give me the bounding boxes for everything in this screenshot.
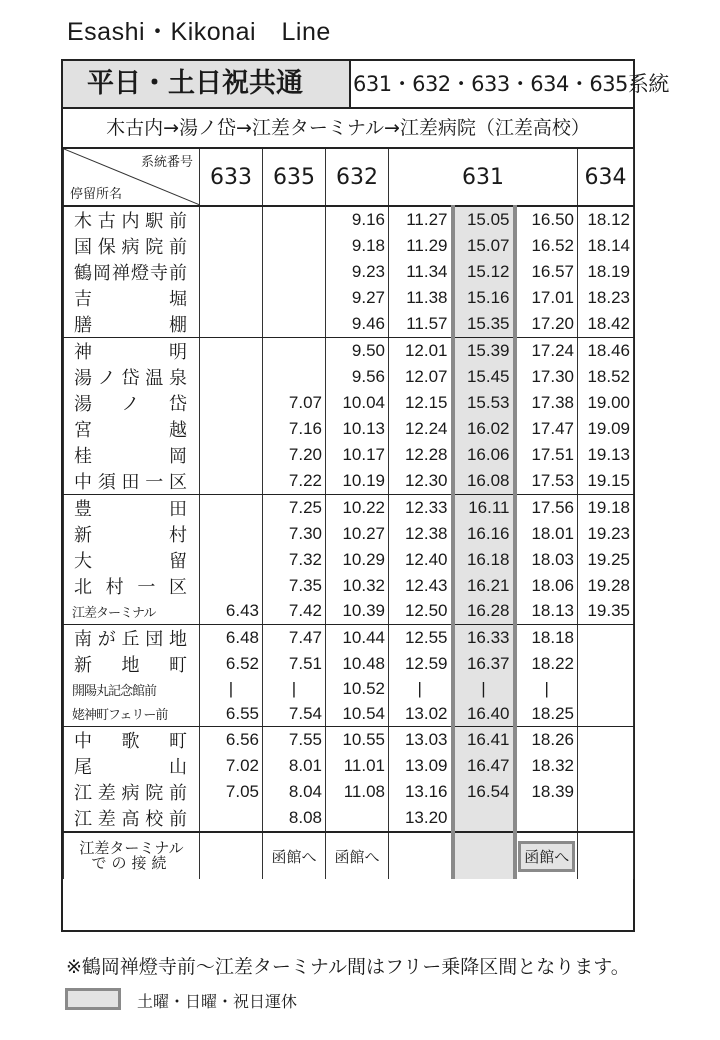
table-row bbox=[64, 677, 634, 702]
departure-time: 13.20 bbox=[389, 805, 453, 832]
route-header-633: 633 bbox=[200, 149, 263, 206]
departure-time: 19.23 bbox=[578, 521, 634, 547]
departure-time bbox=[263, 338, 326, 365]
stop-name: 桂岡 bbox=[64, 442, 200, 468]
departure-time: 16.54 bbox=[453, 779, 515, 805]
departure-time: 15.12 bbox=[453, 259, 515, 285]
departure-time: 17.38 bbox=[515, 390, 578, 416]
departure-time bbox=[453, 805, 515, 832]
departure-time: 16.41 bbox=[453, 727, 515, 754]
departure-time bbox=[200, 805, 263, 832]
departure-time: 12.55 bbox=[389, 624, 453, 651]
stop-name: 新地町 bbox=[64, 651, 200, 677]
departure-time bbox=[200, 521, 263, 547]
stop-name: 江差ターミナル bbox=[64, 599, 200, 624]
departure-time bbox=[200, 547, 263, 573]
departure-time: 19.15 bbox=[578, 468, 634, 495]
departure-time bbox=[200, 206, 263, 233]
departure-time: 18.12 bbox=[578, 206, 634, 233]
route-header-632: 632 bbox=[326, 149, 389, 206]
departure-time: 10.52 bbox=[326, 677, 389, 702]
corner-header bbox=[64, 149, 200, 206]
departure-time: 18.19 bbox=[578, 259, 634, 285]
departure-time bbox=[578, 624, 634, 651]
table-row bbox=[64, 416, 634, 442]
departure-time: 11.08 bbox=[326, 779, 389, 805]
departure-time: 10.48 bbox=[326, 651, 389, 677]
departure-time bbox=[200, 259, 263, 285]
departure-time: 7.54 bbox=[263, 701, 326, 726]
departure-time: 16.28 bbox=[453, 599, 515, 624]
stop-name: 木古内駅前 bbox=[64, 206, 200, 233]
departure-time: 12.40 bbox=[389, 547, 453, 573]
departure-time: 8.08 bbox=[263, 805, 326, 832]
departure-time bbox=[515, 805, 578, 832]
departure-time: 12.50 bbox=[389, 599, 453, 624]
departure-time: 12.28 bbox=[389, 442, 453, 468]
departure-time bbox=[263, 311, 326, 338]
departure-time: 12.59 bbox=[389, 651, 453, 677]
departure-time bbox=[578, 753, 634, 779]
departure-time bbox=[263, 233, 326, 259]
departure-time: 18.26 bbox=[515, 727, 578, 754]
connection-label bbox=[64, 832, 200, 879]
departure-time: 7.25 bbox=[263, 495, 326, 522]
departure-time bbox=[578, 651, 634, 677]
departure-time: 10.32 bbox=[326, 573, 389, 599]
departure-time: 13.02 bbox=[389, 701, 453, 726]
departure-time bbox=[200, 468, 263, 495]
departure-time: 7.47 bbox=[263, 624, 326, 651]
stop-name: 鶴岡禅燈寺前 bbox=[64, 259, 200, 285]
connection-label-line2: での接続 bbox=[91, 854, 172, 873]
departure-time bbox=[578, 727, 634, 754]
table-row bbox=[64, 547, 634, 573]
departure-time: 16.16 bbox=[453, 521, 515, 547]
departure-time: 16.06 bbox=[453, 442, 515, 468]
departure-time: 17.20 bbox=[515, 311, 578, 338]
departure-time bbox=[200, 442, 263, 468]
departure-time: 16.08 bbox=[453, 468, 515, 495]
departure-time: 7.42 bbox=[263, 599, 326, 624]
departure-time: 11.34 bbox=[389, 259, 453, 285]
table-row bbox=[64, 651, 634, 677]
connection-cell bbox=[578, 832, 634, 879]
departure-time: 19.13 bbox=[578, 442, 634, 468]
departure-time bbox=[263, 285, 326, 311]
departure-time: 19.28 bbox=[578, 573, 634, 599]
table-row bbox=[64, 701, 634, 726]
departure-time: 16.11 bbox=[453, 495, 515, 522]
table-row bbox=[64, 599, 634, 624]
table-row bbox=[64, 779, 634, 805]
departure-time: 18.22 bbox=[515, 651, 578, 677]
connection-text: 函館へ bbox=[518, 841, 575, 872]
departure-time: 9.56 bbox=[326, 364, 389, 390]
free-boarding-note: ※鶴岡禅燈寺前〜江差ターミナル間はフリー乗降区間となります。 bbox=[66, 956, 630, 978]
stop-name: 中須田一区 bbox=[64, 468, 200, 495]
departure-time: 15.45 bbox=[453, 364, 515, 390]
departure-time: 7.51 bbox=[263, 651, 326, 677]
departure-time: 16.57 bbox=[515, 259, 578, 285]
table-row bbox=[64, 495, 634, 522]
departure-time: 19.35 bbox=[578, 599, 634, 624]
departure-time: 16.02 bbox=[453, 416, 515, 442]
departure-time: 16.40 bbox=[453, 701, 515, 726]
departure-time bbox=[200, 573, 263, 599]
table-row bbox=[64, 624, 634, 651]
departure-time bbox=[200, 338, 263, 365]
stop-name: 姥神町フェリー前 bbox=[64, 701, 200, 726]
legend-label: 土曜・日曜・祝日運休 bbox=[137, 992, 298, 1011]
departure-time: 10.54 bbox=[326, 701, 389, 726]
departure-time: 7.16 bbox=[263, 416, 326, 442]
departure-time: 18.14 bbox=[578, 233, 634, 259]
departure-time bbox=[200, 364, 263, 390]
departure-time: 17.24 bbox=[515, 338, 578, 365]
timetable-header bbox=[63, 61, 669, 109]
departure-time: 18.52 bbox=[578, 364, 634, 390]
departure-time: 17.47 bbox=[515, 416, 578, 442]
departure-time: 19.18 bbox=[578, 495, 634, 522]
table-row bbox=[64, 259, 634, 285]
stop-name: 北村一区 bbox=[64, 573, 200, 599]
departure-time: 9.16 bbox=[326, 206, 389, 233]
stop-name: 湯ノ岱 bbox=[64, 390, 200, 416]
departure-time: 15.53 bbox=[453, 390, 515, 416]
departure-time: 7.20 bbox=[263, 442, 326, 468]
departure-time: 19.25 bbox=[578, 547, 634, 573]
table-row bbox=[64, 390, 634, 416]
departure-time: 15.16 bbox=[453, 285, 515, 311]
departure-time: 10.19 bbox=[326, 468, 389, 495]
table-row bbox=[64, 727, 634, 754]
departure-time bbox=[578, 805, 634, 832]
connection-cell bbox=[515, 832, 578, 879]
connection-cell bbox=[453, 832, 515, 879]
departure-time bbox=[326, 805, 389, 832]
connection-cell bbox=[263, 832, 326, 879]
departure-time: 7.05 bbox=[200, 779, 263, 805]
departure-time: | bbox=[389, 677, 453, 702]
departure-time: 15.05 bbox=[453, 206, 515, 233]
departure-time: 9.23 bbox=[326, 259, 389, 285]
departure-time: 7.32 bbox=[263, 547, 326, 573]
departure-time bbox=[200, 311, 263, 338]
departure-time: 15.07 bbox=[453, 233, 515, 259]
stop-name: 宮越 bbox=[64, 416, 200, 442]
departure-time: 11.57 bbox=[389, 311, 453, 338]
departure-time bbox=[200, 495, 263, 522]
connection-text: 函館へ bbox=[334, 847, 380, 866]
connection-row bbox=[64, 832, 634, 879]
table-row bbox=[64, 805, 634, 832]
departure-time: 16.37 bbox=[453, 651, 515, 677]
departure-time: 17.56 bbox=[515, 495, 578, 522]
table-row bbox=[64, 468, 634, 495]
stop-name: 膳棚 bbox=[64, 311, 200, 338]
departure-time: 9.46 bbox=[326, 311, 389, 338]
departure-time bbox=[200, 416, 263, 442]
departure-time: 12.38 bbox=[389, 521, 453, 547]
departure-time: 12.01 bbox=[389, 338, 453, 365]
departure-time: 18.03 bbox=[515, 547, 578, 573]
departure-time: 18.25 bbox=[515, 701, 578, 726]
departure-time bbox=[578, 677, 634, 702]
departure-time: 18.18 bbox=[515, 624, 578, 651]
service-days-label: 平日・土日祝共通 bbox=[63, 61, 351, 107]
table-row bbox=[64, 521, 634, 547]
departure-time: 11.38 bbox=[389, 285, 453, 311]
route-header-635: 635 bbox=[263, 149, 326, 206]
connection-cell bbox=[200, 832, 263, 879]
departure-time: 6.43 bbox=[200, 599, 263, 624]
table-row bbox=[64, 285, 634, 311]
departure-time: 12.15 bbox=[389, 390, 453, 416]
stop-name: 大留 bbox=[64, 547, 200, 573]
stop-name: 中歌町 bbox=[64, 727, 200, 754]
stop-name: 江差高校前 bbox=[64, 805, 200, 832]
departure-time: 18.42 bbox=[578, 311, 634, 338]
departure-time: 7.30 bbox=[263, 521, 326, 547]
departure-time: 10.27 bbox=[326, 521, 389, 547]
departure-time bbox=[263, 364, 326, 390]
departure-time: 11.27 bbox=[389, 206, 453, 233]
departure-time: 19.00 bbox=[578, 390, 634, 416]
table-row bbox=[64, 311, 634, 338]
departure-time: 16.21 bbox=[453, 573, 515, 599]
table-row bbox=[64, 206, 634, 233]
table-row bbox=[64, 338, 634, 365]
departure-time: 17.30 bbox=[515, 364, 578, 390]
table-row bbox=[64, 753, 634, 779]
departure-time bbox=[578, 701, 634, 726]
departure-time: 10.04 bbox=[326, 390, 389, 416]
departure-time: 12.33 bbox=[389, 495, 453, 522]
departure-time: 9.50 bbox=[326, 338, 389, 365]
departure-time: 6.52 bbox=[200, 651, 263, 677]
departure-time bbox=[200, 233, 263, 259]
departure-time: 16.50 bbox=[515, 206, 578, 233]
stop-name: 豊田 bbox=[64, 495, 200, 522]
departure-time: 7.02 bbox=[200, 753, 263, 779]
departure-time: 13.03 bbox=[389, 727, 453, 754]
departure-time: 12.43 bbox=[389, 573, 453, 599]
table-row bbox=[64, 233, 634, 259]
stop-name: 南が丘団地 bbox=[64, 624, 200, 651]
route-number-heading: 系統番号 bbox=[140, 155, 193, 170]
connection-cell bbox=[326, 832, 389, 879]
departure-time: 9.27 bbox=[326, 285, 389, 311]
departure-time: 18.23 bbox=[578, 285, 634, 311]
departure-time bbox=[200, 390, 263, 416]
departure-time: | bbox=[200, 677, 263, 702]
departure-time: 16.33 bbox=[453, 624, 515, 651]
stop-name: 江差病院前 bbox=[64, 779, 200, 805]
stop-name: 国保病院前 bbox=[64, 233, 200, 259]
departure-time: 11.29 bbox=[389, 233, 453, 259]
departure-time: 7.35 bbox=[263, 573, 326, 599]
timetable-grid bbox=[63, 149, 634, 879]
departure-time bbox=[200, 285, 263, 311]
departure-time: 11.01 bbox=[326, 753, 389, 779]
stop-name: 湯ノ岱温泉 bbox=[64, 364, 200, 390]
stop-name: 尾山 bbox=[64, 753, 200, 779]
departure-time: 10.13 bbox=[326, 416, 389, 442]
departure-time: 18.46 bbox=[578, 338, 634, 365]
departure-time: 18.01 bbox=[515, 521, 578, 547]
departure-time: 16.18 bbox=[453, 547, 515, 573]
route-numbers-label: 631・632・633・634・635系統 bbox=[353, 72, 669, 96]
table-row bbox=[64, 364, 634, 390]
route-header-634: 634 bbox=[578, 149, 634, 206]
departure-time: 10.39 bbox=[326, 599, 389, 624]
departure-time: 15.39 bbox=[453, 338, 515, 365]
connection-label-line1: 江差ターミナル bbox=[79, 839, 184, 858]
legend-swatch bbox=[65, 988, 121, 1010]
departure-time: 16.52 bbox=[515, 233, 578, 259]
timetable bbox=[61, 59, 669, 932]
departure-time: 18.13 bbox=[515, 599, 578, 624]
departure-time: 17.53 bbox=[515, 468, 578, 495]
departure-time: 13.16 bbox=[389, 779, 453, 805]
stop-name-heading: 停留所名 bbox=[70, 187, 123, 202]
departure-time: 8.04 bbox=[263, 779, 326, 805]
departure-time: 18.32 bbox=[515, 753, 578, 779]
departure-time: 10.22 bbox=[326, 495, 389, 522]
stop-name: 開陽丸記念館前 bbox=[64, 677, 200, 702]
departure-time: 12.07 bbox=[389, 364, 453, 390]
departure-time: | bbox=[515, 677, 578, 702]
page-title: Esashi・Kikonai Line bbox=[67, 18, 331, 46]
departure-time: 13.09 bbox=[389, 753, 453, 779]
departure-time: 15.35 bbox=[453, 311, 515, 338]
departure-time: 9.18 bbox=[326, 233, 389, 259]
departure-time: 16.47 bbox=[453, 753, 515, 779]
route-header-631: 631 bbox=[389, 149, 578, 206]
departure-time: | bbox=[453, 677, 515, 702]
departure-time: 8.01 bbox=[263, 753, 326, 779]
departure-time: 10.55 bbox=[326, 727, 389, 754]
departure-time bbox=[263, 206, 326, 233]
departure-time: 12.30 bbox=[389, 468, 453, 495]
stop-name: 神明 bbox=[64, 338, 200, 365]
connection-cell bbox=[389, 832, 453, 879]
departure-time bbox=[263, 259, 326, 285]
departure-time: 6.55 bbox=[200, 701, 263, 726]
departure-time: 6.56 bbox=[200, 727, 263, 754]
departure-time: 12.24 bbox=[389, 416, 453, 442]
table-row bbox=[64, 442, 634, 468]
departure-time: 10.17 bbox=[326, 442, 389, 468]
connection-text: 函館へ bbox=[271, 847, 317, 866]
column-header-row bbox=[64, 149, 634, 206]
departure-time: 18.39 bbox=[515, 779, 578, 805]
departure-time: 10.29 bbox=[326, 547, 389, 573]
departure-time bbox=[578, 779, 634, 805]
departure-time: 7.55 bbox=[263, 727, 326, 754]
departure-time: 6.48 bbox=[200, 624, 263, 651]
departure-time: 7.22 bbox=[263, 468, 326, 495]
stop-name: 吉堀 bbox=[64, 285, 200, 311]
stop-name: 新村 bbox=[64, 521, 200, 547]
departure-time: 18.06 bbox=[515, 573, 578, 599]
departure-time: 19.09 bbox=[578, 416, 634, 442]
departure-time: | bbox=[263, 677, 326, 702]
departure-time: 7.07 bbox=[263, 390, 326, 416]
table-row bbox=[64, 573, 634, 599]
departure-time: 10.44 bbox=[326, 624, 389, 651]
departure-time: 17.51 bbox=[515, 442, 578, 468]
departure-time: 17.01 bbox=[515, 285, 578, 311]
direction-label: 木古内→湯ノ岱→江差ターミナル→江差病院（江差高校） bbox=[63, 109, 633, 149]
